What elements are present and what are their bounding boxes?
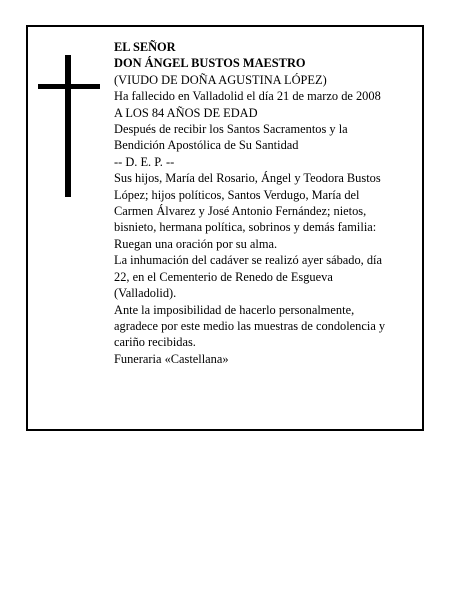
thanks-line-1: Ante la imposibilidad de hacerlo personalmente,	[114, 302, 355, 317]
cross-icon	[38, 55, 100, 197]
family-line-1: Sus hijos, María del Rosario, Ángel y Teodora Bustos	[114, 171, 381, 186]
deceased-name: DON ÁNGEL BUSTOS MAESTRO	[114, 56, 306, 71]
family-line-2: López; hijos políticos, Santos Verdugo, María del	[114, 187, 360, 202]
family-line-4: bisnieto, hermana política, sobrinos y demás familia:	[114, 220, 377, 235]
family-line-3: Carmen Álvarez y José Antonio Fernández; nietos,	[114, 204, 367, 219]
rip-line: -- D. E. P. --	[114, 154, 175, 169]
death-date-line: Ha fallecido en Valladolid el día 21 de marzo de 2008	[114, 89, 381, 104]
cross-vertical-bar	[65, 55, 71, 197]
burial-line-1: La inhumación del cadáver se realizó ayer sábado, día	[114, 253, 382, 268]
funeral-home-line: Funeraria «Castellana»	[114, 351, 229, 366]
sacraments-line-2: Bendición Apostólica de Su Santidad	[114, 138, 299, 153]
age-line: A LOS 84 AÑOS DE EDAD	[114, 105, 258, 120]
widower-line: (VIUDO DE DOÑA AGUSTINA LÓPEZ)	[114, 72, 327, 87]
sacraments-line-1: Después de recibir los Santos Sacramentos y la	[114, 122, 348, 137]
thanks-line-2: agradece por este medio las muestras de condolencia y	[114, 318, 386, 333]
thanks-line-3: cariño recibidas.	[114, 335, 196, 350]
deceased-honorific: EL SEÑOR	[114, 40, 176, 54]
burial-line-2: 22, en el Cementerio de Renedo de Esgueva	[114, 269, 333, 284]
prayer-request-line: Ruegan una oración por su alma.	[114, 236, 278, 251]
obituary-text	[114, 39, 418, 367]
burial-line-3: (Valladolid).	[114, 286, 177, 301]
cross-horizontal-bar	[38, 84, 100, 89]
